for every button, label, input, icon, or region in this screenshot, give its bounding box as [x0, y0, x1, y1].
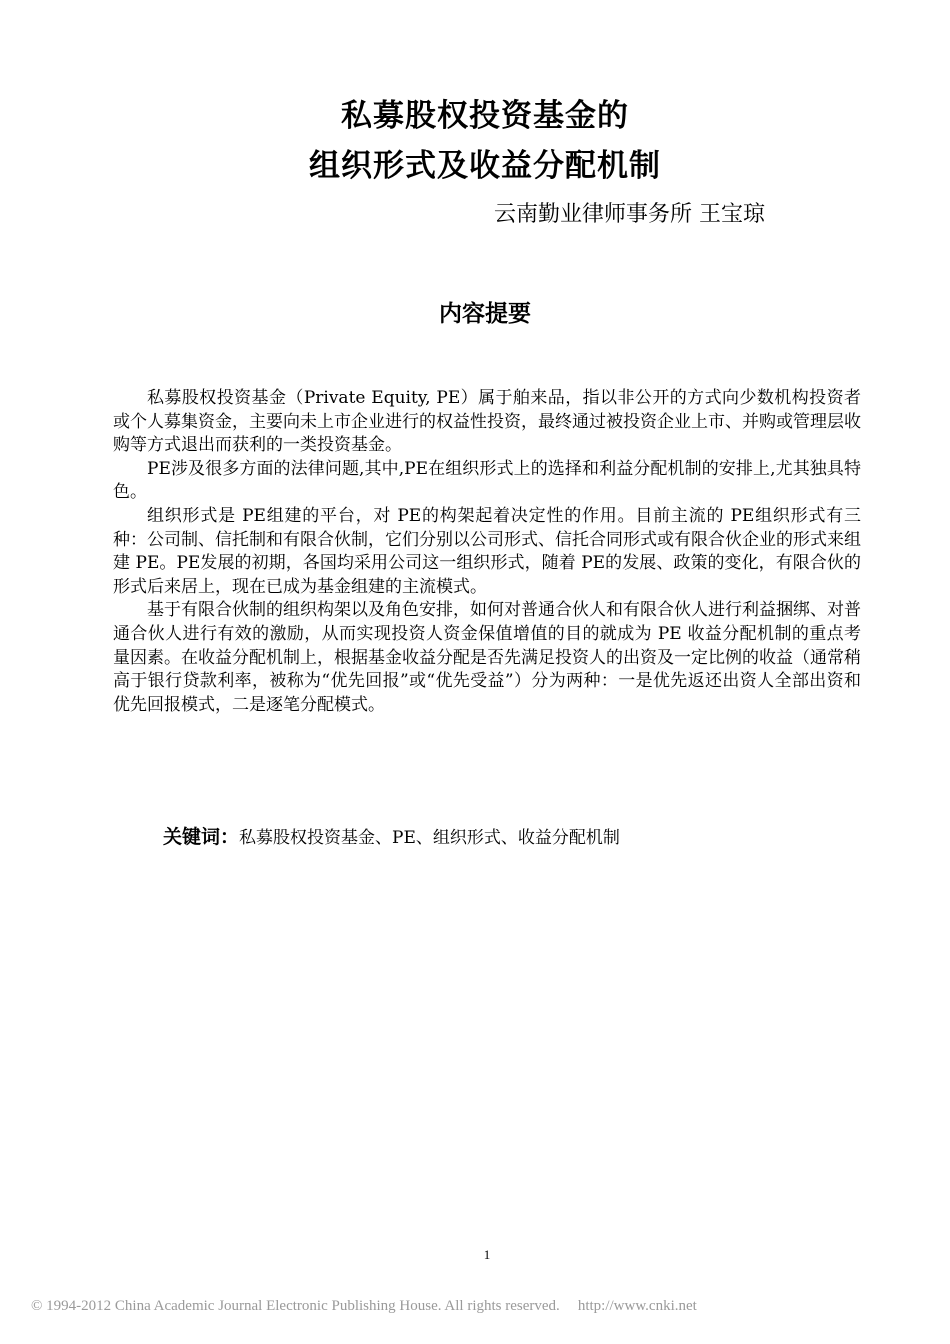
copyright-footer — [31, 1296, 697, 1316]
abstract-paragraph: PE涉及很多方面的法律问题,其中,PE在组织形式上的选择和利益分配机制的安排上,尤其独具特色。 — [113, 458, 861, 503]
author-affiliation: 云南勤业律师事务所 王宝琼 — [494, 202, 765, 227]
keywords-value: 私募股权投资基金、PE、组织形式、收益分配机制 — [239, 828, 620, 848]
footer-url[interactable]: http://www.cnki.net — [577, 1298, 697, 1314]
page-number: 1 — [483, 1247, 491, 1262]
title-line-2: 组织形式及收益分配机制 — [309, 148, 661, 184]
abstract-paragraph: 基于有限合伙制的组织构架以及角色安排，如何对普通合伙人和有限合伙人进行利益捆绑、对普通合伙人进行有效的激励，从而实现投资人资金保值增值的目的就成为 PE 收益分配机制的重点考量因素。在收益分配机制上，根据基金收益分配是否先满足投资人的出资及一定比例的收益（通常稍高于银行贷款利率，被称为“优先回报”或“优先受益”）分为两种：一是优先返还出资人全部出资和优先回报模式，二是逐笔分配模式。 — [113, 600, 861, 715]
keywords — [163, 824, 620, 851]
title-line-1: 私募股权投资基金的 — [341, 98, 629, 134]
keywords-label: 关键词： — [163, 826, 240, 848]
abstract-heading: 内容提要 — [439, 301, 531, 327]
abstract-paragraph: 私募股权投资基金（Private Equity, PE）属于舶来品，指以非公开的方式向少数机构投资者或个人募集资金，主要向未上市企业进行的权益性投资，最终通过被投资企业上市、并购或管理层收购等方式退出而获利的一类投资基金。 — [113, 388, 861, 456]
copyright-text: © 1994-2012 China Academic Journal Electronic Publishing House. All rights reserved. — [31, 1298, 560, 1314]
abstract-paragraph: 组织形式是 PE组建的平台，对 PE的构架起着决定性的作用。目前主流的 PE组织形式有三种：公司制、信托制和有限合伙制，它们分别以公司形式、信托合同形式或有限合伙企业的形式来组建 PE。PE发展的初期，各国均采用公司这一组织形式，随着 PE的发展、政策的变化，有限合伙的形式后来居上，现在已成为基金组建的主流模式。 — [113, 505, 861, 597]
abstract-body — [113, 387, 861, 717]
